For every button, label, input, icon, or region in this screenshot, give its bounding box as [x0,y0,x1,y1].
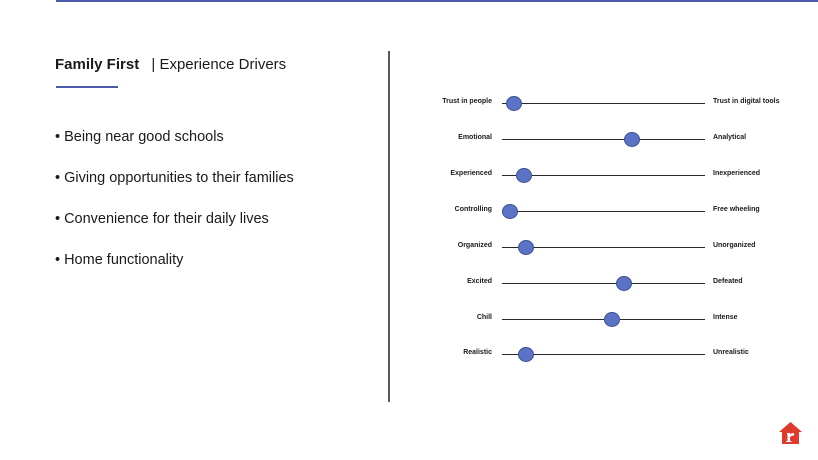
scale-knob[interactable] [506,96,522,111]
scale-right-label: Intense [713,314,738,321]
scale-knob[interactable] [616,276,632,291]
scale-left-label: Experienced [450,170,492,177]
bullet-text: Giving opportunities to their families [64,170,294,186]
bullet-dot: • [55,211,61,227]
slide-title [55,56,286,74]
scale-row [400,275,800,293]
scale-left-label: Realistic [463,349,492,356]
title-main: Family First [55,56,140,73]
scale-left-label: Trust in people [442,98,492,105]
bullet-dot: • [55,170,61,186]
scale-track [502,103,705,104]
scale-knob[interactable] [516,168,532,183]
bullet-item [55,169,294,187]
scale-left-label: Controlling [454,206,492,213]
scale-knob[interactable] [604,312,620,327]
title-subtitle: Experience Drivers [159,56,287,73]
scale-knob[interactable] [624,132,640,147]
scale-knob[interactable] [502,204,518,219]
scale-track [502,211,705,212]
scale-row [400,239,800,257]
scale-knob[interactable] [518,347,534,362]
scale-right-label: Free wheeling [713,206,760,213]
scale-right-label: Inexperienced [713,170,761,177]
bullet-text: Convenience for their daily lives [64,211,269,227]
scale-right-label: Unrealistic [713,349,749,356]
scale-right-label: Analytical [713,134,747,141]
scale-track [502,139,705,140]
bullet-item [55,210,294,228]
title-separator: | [151,56,156,73]
top-accent-rule [56,0,818,2]
scale-row [400,95,800,113]
bullet-dot: • [55,129,61,145]
scale-row [400,167,800,185]
scale-track [502,175,705,176]
scale-row [400,131,800,149]
bullet-text: Home functionality [64,252,184,268]
scale-left-label: Emotional [458,134,492,141]
scale-row [400,203,800,221]
bullet-item [55,251,294,269]
bullet-list [55,128,294,292]
bullet-item [55,128,294,146]
house-r-logo-icon [778,421,803,445]
bullet-text: Being near good schools [64,129,224,145]
vertical-divider [388,51,390,402]
title-underline [56,86,118,88]
scale-left-label: Excited [467,278,492,285]
scale-right-label: Defeated [713,278,743,285]
scale-track [502,283,705,284]
scale-row [400,346,800,364]
scale-left-label: Chill [476,314,492,321]
scale-left-label: Organized [457,242,492,249]
scale-right-label: Unorganized [713,242,756,249]
scale-row [400,311,800,329]
scale-right-label: Trust in digital tools [713,98,780,105]
bullet-dot: • [55,252,61,268]
scale-knob[interactable] [518,240,534,255]
